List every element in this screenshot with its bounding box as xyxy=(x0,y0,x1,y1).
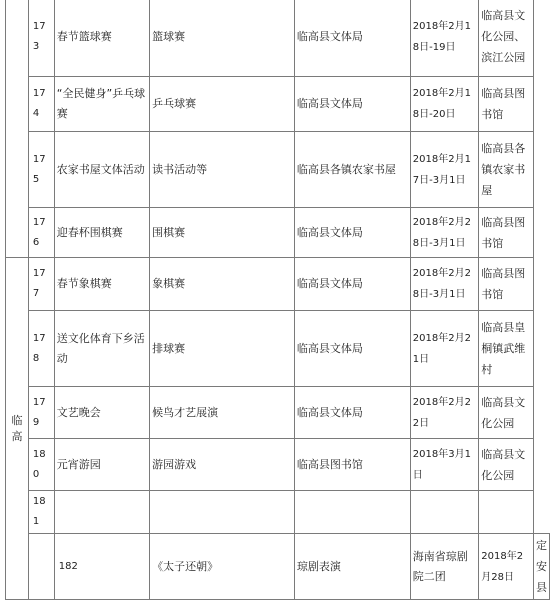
table-row xyxy=(6,534,550,600)
event-name: 文艺晚会 xyxy=(54,387,149,439)
event-organizer: 临高县文体局 xyxy=(294,0,410,77)
region-cell-lingao: 临高 xyxy=(6,258,29,600)
event-content: 排球赛 xyxy=(150,311,295,387)
event-date: 2018年2月28日-3月1日 xyxy=(410,208,478,258)
row-number: 178 xyxy=(28,311,54,387)
region-cell-lower xyxy=(28,534,54,600)
event-date: 2018年2月17日-3月1日 xyxy=(410,132,478,208)
event-organizer: 临高县图书馆 xyxy=(294,439,410,491)
event-name: 农家书屋文体活动 xyxy=(54,132,149,208)
event-name: “全民健身”乒乓球赛 xyxy=(54,77,149,132)
event-date xyxy=(410,491,478,534)
event-venue: 临高县各镇农家书屋 xyxy=(479,132,534,208)
row-number: 181 xyxy=(28,491,54,534)
table-row xyxy=(6,439,550,491)
event-venue: 临高县文化公园 xyxy=(479,387,534,439)
event-schedule-table xyxy=(5,0,550,600)
event-organizer: 临高县文体局 xyxy=(294,77,410,132)
event-date: 2018年2月18日-20日 xyxy=(410,77,478,132)
region-cell-upper xyxy=(6,0,29,258)
event-name: 迎春杯围棋赛 xyxy=(54,208,149,258)
event-name: 元宵游园 xyxy=(54,439,149,491)
event-venue: 定安县 xyxy=(534,534,550,600)
event-name xyxy=(54,491,149,534)
event-name: 《太子还朝》 xyxy=(150,534,295,600)
event-organizer: 临高县文体局 xyxy=(294,387,410,439)
table-row xyxy=(6,387,550,439)
event-content: 乒乓球赛 xyxy=(150,77,295,132)
table-row xyxy=(6,311,550,387)
event-date: 2018年2月18日-19日 xyxy=(410,0,478,77)
event-venue: 临高县皇桐镇武维村 xyxy=(479,311,534,387)
table-row xyxy=(6,0,550,77)
event-date: 2018年2月28日-3月1日 xyxy=(410,258,478,311)
event-content: 围棋赛 xyxy=(150,208,295,258)
row-number: 180 xyxy=(28,439,54,491)
event-content: 象棋赛 xyxy=(150,258,295,311)
event-organizer: 临高县各镇农家书屋 xyxy=(294,132,410,208)
row-number: 182 xyxy=(54,534,149,600)
event-organizer xyxy=(294,491,410,534)
event-organizer: 临高县文体局 xyxy=(294,258,410,311)
event-venue: 临高县文化公园 xyxy=(479,439,534,491)
event-content: 篮球赛 xyxy=(150,0,295,77)
event-date: 2018年2月22日 xyxy=(410,387,478,439)
event-venue: 临高县图书馆 xyxy=(479,258,534,311)
event-venue: 临高县文化公园、滨江公园 xyxy=(479,0,534,77)
row-number: 175 xyxy=(28,132,54,208)
event-organizer: 临高县文体局 xyxy=(294,208,410,258)
row-number: 174 xyxy=(28,77,54,132)
event-date: 2018年2月21日 xyxy=(410,311,478,387)
table-row xyxy=(6,132,550,208)
event-date: 2018年2月28日 xyxy=(479,534,534,600)
row-number: 177 xyxy=(28,258,54,311)
table-row xyxy=(6,208,550,258)
event-name: 春节篮球赛 xyxy=(54,0,149,77)
event-organizer: 海南省琼剧院二团 xyxy=(410,534,478,600)
event-date: 2018年3月1日 xyxy=(410,439,478,491)
event-content: 候鸟才艺展演 xyxy=(150,387,295,439)
event-organizer: 临高县文体局 xyxy=(294,311,410,387)
event-venue: 临高县图书馆 xyxy=(479,208,534,258)
event-venue xyxy=(479,491,534,534)
event-venue: 临高县图书馆 xyxy=(479,77,534,132)
row-number: 176 xyxy=(28,208,54,258)
row-number: 179 xyxy=(28,387,54,439)
event-content: 读书活动等 xyxy=(150,132,295,208)
table-row xyxy=(6,491,550,534)
event-content: 琼剧表演 xyxy=(294,534,410,600)
event-name: 送文化体育下乡活动 xyxy=(54,311,149,387)
event-content: 游园游戏 xyxy=(150,439,295,491)
table-row xyxy=(6,77,550,132)
event-content xyxy=(150,491,295,534)
table-row xyxy=(6,258,550,311)
event-name: 春节象棋赛 xyxy=(54,258,149,311)
row-number: 173 xyxy=(28,0,54,77)
